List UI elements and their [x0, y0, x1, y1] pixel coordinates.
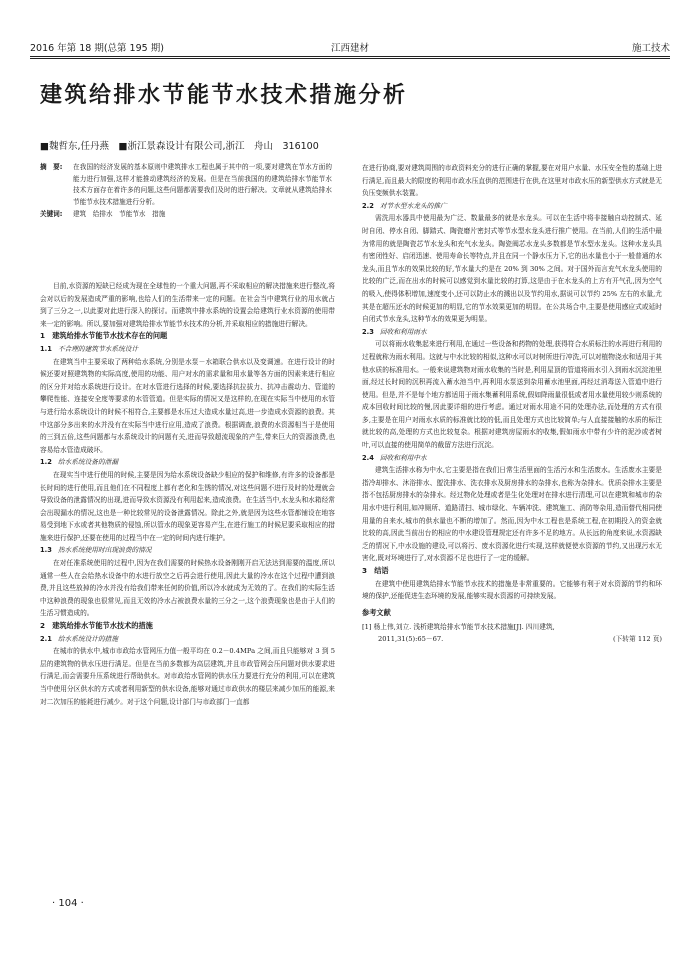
section-2-1-text: 在城市的供水中,城市市政给水管网压力值一般平均在 0.2－0.4MPa 之间,而且只能够对 3 到 5 层的建筑物的供水压进行满足。但是在当前多数都为高层建筑,并且市政管网会压问题对供水要求进行满足,而会需要升压系统进行帮助供水。对市政给水管网的供水压力要进行充分的利用,可以在建筑当中使用分区供水的方式或者利用新型的供水设备,能够对通过市政供水的楼层来减少加压的能源,来对二次加压的能耗进行减少。对于这个问题,设计部门与市政部门一直都: [40, 647, 335, 706]
intro-paragraph: 目前,水资源的短缺已经成为现在全球性的一个重大问题,再不采取相应的解决措施来进行整改,将会对以后的发展造成严重的影响,也给人们的生活带来一定的问题。在社会当中建筑行业的用水就占到了三分之一,以此要对此进行深入的探讨。而建筑中排水系统的设置会给建筑行业水资源的使用带来一定的影响。所以,要加强对建筑给排水节能节水技术的分析,并采取相应的措施进行解决。: [40, 282, 335, 328]
section-number: 2.1: [40, 634, 52, 643]
continued-note: (下转第 112 页): [613, 635, 662, 644]
section-2-2-heading: [362, 200, 662, 213]
section-2-4-heading: [362, 452, 662, 465]
reference-item: [362, 621, 662, 645]
section-title: 给水系统设计的措施: [57, 634, 119, 643]
section-3-text: 在建筑中使用建筑给排水节能节水技术的措施是非常重要的。它能够有利于对水资源的节约和环境的保护,还能促进生态环境的发展,能够实现水资源的可持续发展。: [362, 579, 662, 601]
section-1-1-heading: [40, 343, 335, 356]
section-title: 回收和利用中水: [379, 453, 427, 462]
running-header: [30, 40, 670, 54]
abstract-label: 摘 要:: [40, 163, 63, 171]
abstract-text: 在我国的经济发展的基本原则中建筑排水工程也属于其中的一项,要对建筑在节水方面的能力进行加强,这样才能推动建筑经济的发展。但是在当前我国的的建筑给排水节能节水技术方面存在着许多的问题,这些问题都需要我们及时的进行解决。文章就从建筑给排水节能节水技术措施进行分析。: [73, 163, 332, 206]
reference-1-line1: [1] 杨上伟,刘立. 浅析建筑给排水节能节水技术措施[J]. 四川建筑,: [362, 623, 555, 632]
section-name: 施工技术: [631, 43, 670, 54]
section-1-2-text: 在现实当中进行使用的时候,主要是因为给水系统设备缺少相应的保护和维修,有许多的设备都是长时间的进行使用,而且他们在不同程度上都有老化和生锈的情况,对这些问题不进行及时的处理就会导致设备的泄露情况的出现,进而导致水资源没有利用起来,造成浪费。在生活当中,水龙头和水箱经常会出现漏水的情况,这也是一种比较常见的设备泄露情况。除此之外,就是因为这些水管都铺设在地容易受到地下水或者其他物质的侵蚀,所以管水的现象更容易产生,在进行施工的时候尼要采取相应的措施来进行保护,还要在使用的过程当中在一定的时间内进行维护。: [40, 470, 335, 542]
section-2-1-heading: [40, 633, 335, 646]
section-number: 1.3: [40, 546, 52, 555]
author-affiliation: ■魏哲东,任丹燕 ■浙江景森设计有限公司,浙江 舟山 316100: [40, 141, 319, 152]
left-column: [40, 280, 335, 910]
section-1-3-text: 在对任准系统使用的过程中,因为在我们需要的时候热水设备刚刚开启无法达到需要的温度,所以通常一些人在会给热水设备中的水进行放空之后再会进行使用,因此大量的冷水在这个过程中遭到浪费,并且这些放掉的冷水并没有给我们带来任何的价值,所以冷水就成为无效的了。在我们的实际生活中这种浪费的现象也很常见,而且无效的冷水占被浪费水量的三分之一,这个浪费现象也是由于人们的生活习惯造成的。: [40, 559, 335, 618]
section-number: 2.4: [362, 453, 374, 462]
references-heading: 参考文献: [362, 607, 391, 617]
section-title: 不合理的建筑节水系统设计: [57, 344, 139, 353]
section-3-heading: 3 结语: [362, 566, 389, 575]
section-2-3-text: 可以将雨水收集起来进行利用,在通过一些设备和药物的处理,获得符合水质标注的水再进行利用的过程就称为雨水利用。这就与中水比较的相似,这种水可以对树所进行冲洗,可以对植物浇水和适用于其他水质的标准用水。一般来说建筑物对雨水收集的当时是,利用屋顶的管道将雨水引入到雨水沉淀池里面,经过长时间的沉积再流入蓄水池当中,再利用水泵送到杂用蓄水池里面,再经过消毒送入管道中进行使用。但是,并不是每个地方都适用于雨水集蓄利用系统,假如降雨量很低或者用水量使用较少则系统的成本回收时间比较的慢,因此要详细的进行考虑。通过对雨水用途不同的处理办法,而处理的方式有很多,主要是在用户对雨水水质的标准就比较的低,而且处理方式也比较简单;与人直接接触的水质的标注就比较的高,处理的方式也比较复杂。根据对建筑房屋雨水的收集,假如雨水中带有少许的泥沙或者树叶,可以直接的使用简单的截留方法进行沉淀。: [362, 340, 662, 450]
abstract-block: [40, 162, 332, 221]
keywords-label: 关键词:: [40, 210, 63, 218]
continued-paragraph: 在进行协商,要对建筑周围的市政资料充分的进行正确的掌握,要在对用户水量、水压安全性的基础上进行满足,而且最大的限度的利用市政水压直供的范围进行在供,在这里对市政水压的新型供水方式就是无负压变频供水装置。: [362, 164, 662, 198]
section-title: 给水系统设备的泄漏: [57, 458, 119, 467]
section-1-heading: 1 建筑给排水节能节水技术存在的问题: [40, 331, 168, 341]
section-title: 热水系统使用时出现浪费的情况: [57, 546, 152, 555]
reference-1-line2: 2011,31(5):65－67.: [378, 635, 444, 644]
section-1-1-text: 在建筑当中主要采取了两种给水系统,分别是水泵－水箱联合供水以及变调速。在进行设计的时候还要对照建筑物的实际高度,使用的功能、用户对水的需求量和用水量等各方面的因素来进行相应的区分并对给水系统进行设计。在对水管进行选择的时候,要选择抗拉拔力、抗冲击震动力、管道的攀爬性能、连接安全度等要求的水管管道。但是实际的情况又是这样的,在现在实际当中使用的水管与进行给水系统设计的时候不相符合,主要都是水压过大造成水量过高,进一步造成水资源的浪费。其中这部分多出来的水并没有在实际当中进行应用,造成了浪费。根据调查,浪费的水资源相当于是使用的三到五倍,这些问题都与水系统设计的问题有关,进而导致超流现象的产生,带来巨大的资源浪费,也容易给水管造成破坏。: [40, 357, 335, 454]
article-title: 建筑给排水节能节水技术措施分析: [40, 83, 408, 108]
section-2-2-text: 需洗用水器具中使用最为广泛、数量最多的就是水龙头。可以在生活中将非接触自动控制式、延时自闭、停水自闭、脚踏式、陶瓷磨片密封式等节水型水龙头进行推广使用。在当前,人们的生活中最为常用的就是陶瓷芯节水龙头和充气水龙头。陶瓷阀芯水龙头多数都是节水型水龙头。这种水龙头具有密闭性好、启闭迅速、使用寿命长等特点,并且在同一个静水压力下,它的出水量也小于一般普通的水龙头,而且节水的效果比较的好,节水量大约是在 20% 到 30% 之间。对于国外而言充气水龙头使用的比较的广泛,而在出水的时候可以感觉到水量比较的打算,这是由于在水龙头的上方有开气孔,因为空气的吸入,使得体积增加,速度变小,还可以防止水的溅出以及节约用水,据说可以节约 25% 左右的水量,尤其是在超压还水的时候更加的明显,它的节水效果更加的明显。在公共场合中,主要是使用感应式或延时自闭式节水龙头,这种节水的效果更为明显。: [362, 214, 662, 324]
right-column: [362, 162, 662, 952]
section-title: 回收和利用雨水: [379, 327, 427, 336]
section-title: 对节水型水龙头的推广: [379, 201, 447, 210]
section-number: 1.1: [40, 344, 52, 353]
keywords-text: 建筑 给排水 节能节水 措施: [73, 210, 166, 218]
section-1-3-heading: [40, 544, 335, 557]
section-1-2-heading: [40, 456, 335, 469]
header-rule-thin: [30, 58, 670, 59]
section-2-3-heading: [362, 326, 662, 339]
section-2-heading: 2 建筑给排水节能节水技术的措施: [40, 621, 153, 631]
section-2-4-text: 建筑生活排水称为中水,它主要是指在我们日常生活里面的生活污水和生活废水。生活废水主要是指冷却排水、沐浴排水、盥洗排水、洗衣排水及厨房排水的杂排水,也称为杂排水。优质杂排水主要是指不包括厨房排水的杂排水。经过物化处理或者是生化处理对在排水进行清理,可以在建筑和城市的杂用水中进行利用,如冲厕所、道路清扫、城市绿化、车辆冲洗、建筑施工、消防等杂用,造而替代相同使用量的自来水,城市的供水量也不断的增加了。然而,因为中水工程也是系统工程,在初期投入的资金就比较的高,因此当前出台的相应的中水建设管理规定还有许多不足的地方。从长远的角度来说,水资源缺乏的情况下,中水设施的建设,可以将污、废水资源化进行实现,这样就便使水资源的节约,又出现污水无害化,既对环境进行了,对水资源不足也进行了一定的缓解。: [362, 466, 662, 563]
header-rule-thick: [30, 56, 670, 57]
section-number: 1.2: [40, 458, 52, 467]
journal-name: 江西建材: [330, 43, 370, 54]
page-number: · 104 ·: [52, 898, 84, 909]
section-number: 2.3: [362, 327, 374, 336]
section-number: 2.2: [362, 201, 374, 210]
issue-label: 2016 年第 18 期(总第 195 期): [30, 43, 164, 54]
